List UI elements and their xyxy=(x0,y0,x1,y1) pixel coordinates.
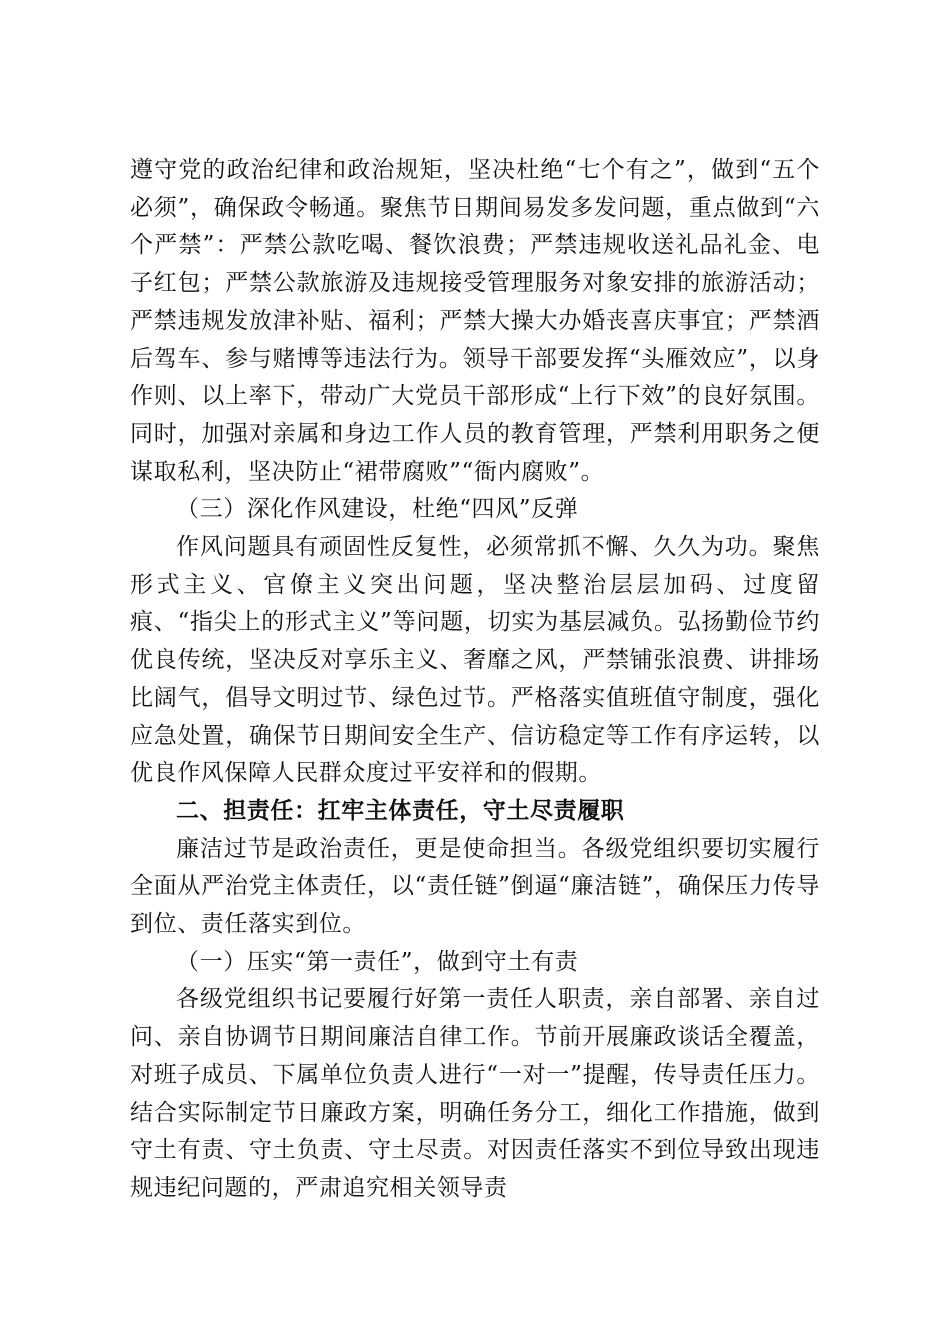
section-heading-responsibility: 二、担责任：扛牢主体责任，守土尽责履职 xyxy=(176,797,625,824)
paragraph-work-style: 作风问题具有顽固性反复性，必须常抓不懈、久久为功。聚焦形式主义、官僚主义突出问题，坚决整治层层加码、过度留痕、“指尖上的形式主义”等问题，切实为基层减负。弘扬勤俭节约优良传统，坚决反对享乐主义、奢靡之风，严禁铺张浪费、讲排场比阔气，倡导文明过节、绿色过节。严格落实值班值守制度，强化应急处置，确保节日期间安全生产、信访稳定等工作有序运转，以优良作风保障人民群众度过平安祥和的假期。 xyxy=(130,534,820,787)
subheading-work-style: （三）深化作风建设，杜绝“四风”反弹 xyxy=(176,496,579,523)
paragraph-first-responsibility: 各级党组织书记要履行好第一责任人职责，亲自部署、亲自过问、亲自协调节日期间廉洁自律工作。节前开展廉政谈话全覆盖，对班子成员、下属单位负责人进行“一对一”提醒，传导责任压力。结合实际制定节日廉政方案，明确任务分工，细化工作措施，做到守土有责、守土负责、守土尽责。对因责任落实不到位导致出现违规违纪问题的，严肃追究相关领导责 xyxy=(130,986,820,1201)
document-page xyxy=(130,152,820,1208)
paragraph-discipline: 遵守党的政治纪律和政治规矩，坚决杜绝“七个有之”，做到“五个必须”，确保政令畅通。聚焦节日期间易发多发问题，重点做到“六个严禁”：严禁公款吃喝、餐饮浪费；严禁违规收送礼品礼金、电子红包；严禁公款旅游及违规接受管理服务对象安排的旅游活动；严禁违规发放津补贴、福利；严禁大操大办婚丧喜庆事宜；严禁酒后驾车、参与赌博等违法行为。领导干部要发挥“头雁效应”，以身作则、以上率下，带动广大党员干部形成“上行下效”的良好氛围。同时，加强对亲属和身边工作人员的教育管理，严禁利用职务之便谋取私利，坚决防止“裙带腐败”“衙内腐败”。 xyxy=(130,157,820,485)
subheading-first-responsibility: （一）压实“第一责任”，做到守土有责 xyxy=(176,948,579,975)
paragraph-responsibility-intro: 廉洁过节是政治责任，更是使命担当。各级党组织要切实履行全面从严治党主体责任，以“责任链”倒逼“廉洁链”，确保压力传导到位、责任落实到位。 xyxy=(130,835,820,938)
